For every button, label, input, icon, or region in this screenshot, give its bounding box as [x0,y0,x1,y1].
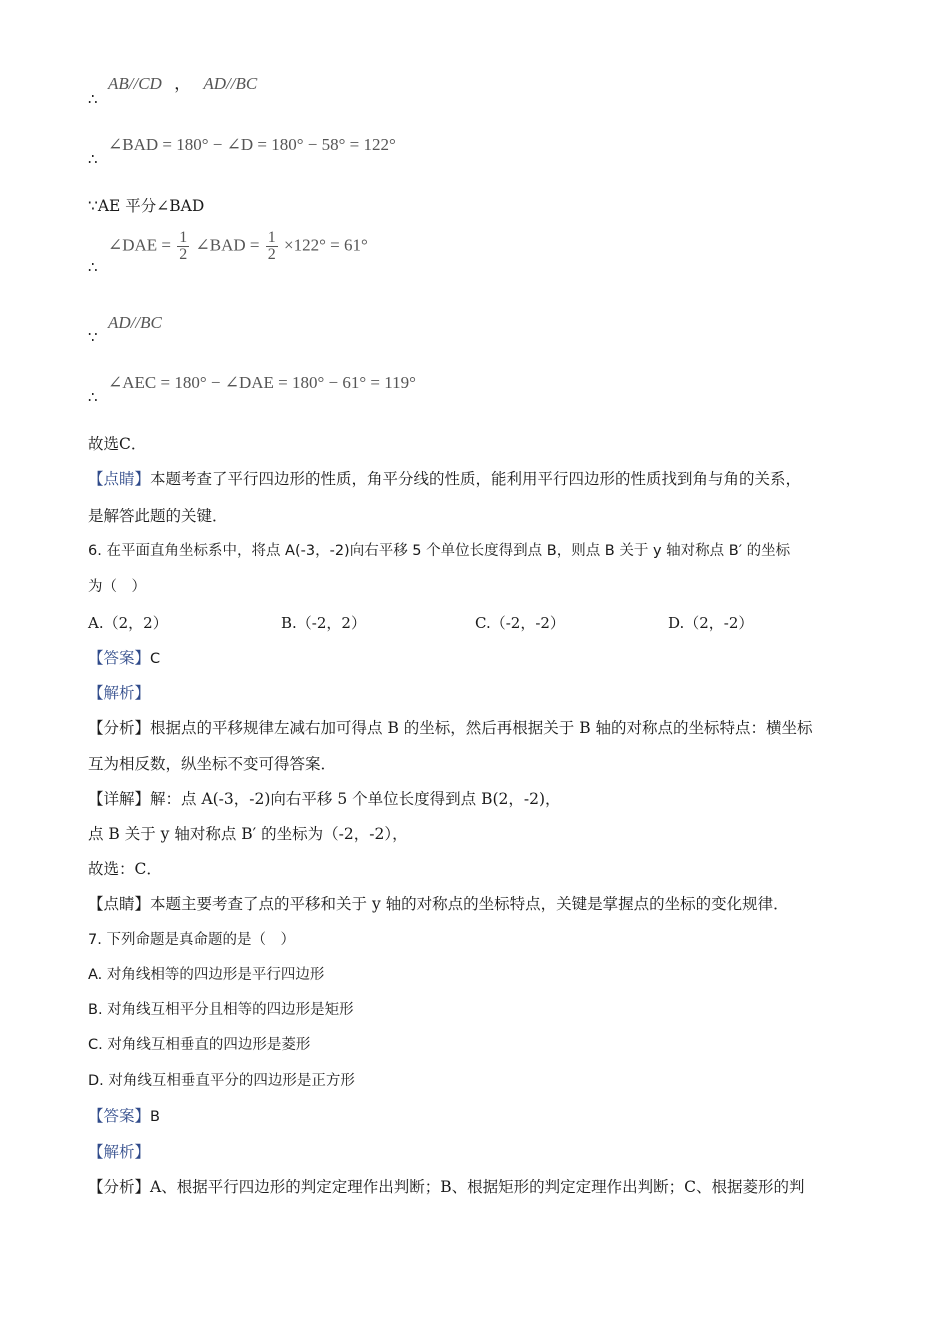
because-symbol: ∵ [88,328,98,346]
therefore-symbol: ∴ [88,90,98,108]
q6-detail-cont: 点 B 关于 y 轴对称点 B′ 的坐标为（-2，-2）， [88,825,408,843]
fraction-numerator: 1 [267,229,276,246]
q6-choice: 故选：C． [88,860,162,878]
fenxi-text: 根据点的平移规律左减右加可得点 B 的坐标，然后再根据关于 B 轴的对称点的坐标特点：横坐标 [150,719,813,737]
q6-detail [88,788,870,810]
q6-stem-cont: 为（ ） [88,579,146,595]
equation-aec: ∠AEC = 180° − ∠DAE = 180° − 61° = 119° [108,373,416,392]
comment-text: 本题主要考查了点的平移和关于 y 轴的对称点的坐标特点，关键是掌握点的坐标的变化规律． [150,895,789,913]
detail-tag: 【详解】 [88,790,151,808]
q7-option-d: D. 对角线互相垂直平分的四边形是正方形 [88,1073,355,1089]
q6-fenxi [88,717,870,739]
answer-tag: 【答案】 [88,1107,151,1125]
therefore-symbol: ∴ [88,258,98,276]
fenxi-text: A、根据平行四边形的判定定理作出判断；B、根据矩形的判定定理作出判断；C、根据菱形的判 [150,1178,805,1196]
therefore-symbol: ∴ [88,388,98,406]
eq4-text: AD//BC [108,313,162,332]
fraction-half-2 [266,230,278,263]
detail-text: 解：点 A(-3，-2)向右平移 5 个单位长度得到点 B(2，-2)， [150,790,561,808]
eq3-lhs: ∠DAE = [108,235,172,255]
q6-answer [88,647,870,670]
q6-option-a: A.（2，2） [88,614,168,632]
q6-option-c: C.（-2，-2） [475,614,565,632]
fenxi-tag: 【分析】 [88,719,151,737]
fenxi-tag: 【分析】 [88,1178,151,1196]
q6-stem: 6. 在平面直角坐标系中，将点 A(-3，-2)向右平移 5 个单位长度得到点 B，则点 B 关于 y 轴对称点 B′ 的坐标 [88,543,791,559]
answer-value: C [150,651,161,667]
comment-tag: 【点睛】 [88,470,151,488]
fraction-numerator: 1 [179,229,188,246]
equation-parallel [108,73,870,95]
eq-comma: ， [174,74,192,93]
comment-tag: 【点睛】 [88,895,151,913]
q7-analysis-tag: 【解析】 [88,1143,151,1161]
eq-ad-bc: AD//BC [203,74,258,93]
therefore-symbol: ∴ [88,150,98,168]
eq-ab-cd: AB//CD [108,74,162,93]
eq3-rhs: ×122° = 61° [284,235,368,255]
q7-stem: 7. 下列命题是真命题的是（ ） [88,932,295,948]
q5-choice: 故选C． [88,435,147,453]
q6-comment [88,893,870,915]
equation-bad: ∠BAD = 180° − ∠D = 180° − 58° = 122° [108,135,396,154]
q7-fenxi [88,1176,870,1198]
q7-option-a: A. 对角线相等的四边形是平行四边形 [88,967,325,983]
equation-ad-bc [108,312,870,334]
q6-option-d: D.（2，-2） [668,614,754,632]
answer-value: B [150,1109,160,1125]
equation-dae [108,230,870,263]
q7-option-c: C. 对角线互相垂直的四边形是菱形 [88,1037,311,1053]
q7-answer [88,1105,870,1128]
comment-text: 本题考查了平行四边形的性质，角平分线的性质，能利用平行四边形的性质找到角与角的关系， [150,470,802,488]
answer-tag: 【答案】 [88,649,151,667]
q7-option-b: B. 对角线互相平分且相等的四边形是矩形 [88,1002,354,1018]
q6-option-b: B.（-2，2） [281,614,366,632]
q5-comment [88,468,870,490]
fraction-denominator: 2 [179,246,188,263]
fraction-denominator: 2 [267,246,276,263]
q6-analysis-tag: 【解析】 [88,684,151,702]
q5-comment-cont: 是解答此题的关键． [88,507,228,525]
line-ae-bisects: ∵AE 平分∠BAD [88,197,205,215]
fraction-half [177,230,189,263]
eq3-mid: ∠BAD = [195,235,260,255]
q6-fenxi-cont: 互为相反数，纵坐标不变可得答案． [88,755,337,773]
